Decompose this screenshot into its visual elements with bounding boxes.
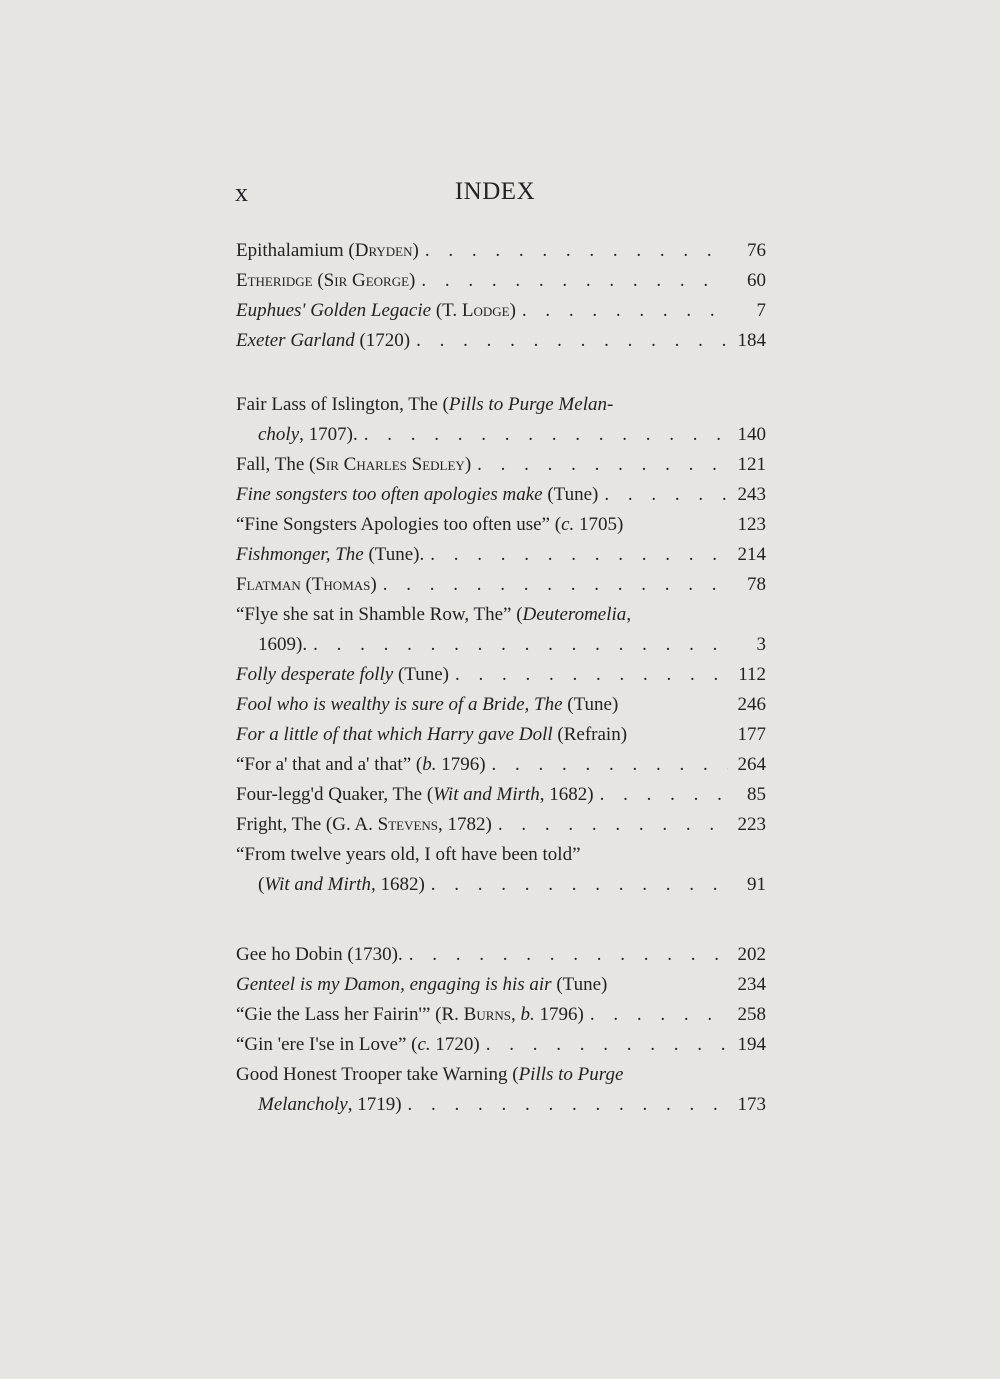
page-title: INDEX [454,178,536,205]
page-number: 76 [747,240,766,261]
dot-leader [419,236,728,266]
index-section-e [236,236,766,356]
page-number: 140 [737,424,766,445]
page-number: 223 [737,814,766,835]
page-header [235,178,755,218]
dot-leader [415,266,728,296]
index-section-f [236,390,766,900]
page-number: 173 [737,1094,766,1115]
page-number: 202 [737,944,766,965]
index-entry [236,780,766,810]
index-entry [236,750,766,780]
page-number: 184 [737,330,766,351]
page-folio: x [235,178,248,207]
index-entry [236,600,766,660]
index-entry [236,660,766,690]
dot-leader [598,480,728,510]
entry-text: “For a' that and a' that” (b. 1796) [236,754,486,775]
index-entry [236,690,766,720]
index-entry-line [236,1030,766,1060]
index-entry [236,570,766,600]
dot-leader [402,1090,728,1120]
index-entry [236,450,766,480]
dot-leader [403,940,728,970]
dot-leader [584,1000,728,1030]
index-entry [236,480,766,510]
dot-leader [492,810,728,840]
entry-text: Fright, The (G. A. Stevens, 1782) [236,814,492,835]
index-entry-line [236,570,766,600]
index-entry-line [236,810,766,840]
index-entry-line [236,1090,766,1120]
entry-text: Melancholy, 1719) [258,1094,402,1115]
page-number: 121 [737,454,766,475]
index-entry-line [236,450,766,480]
index-entry-line [236,236,766,266]
entry-text: “Fine Songsters Apologies too often use” (c. 1705) [236,514,624,535]
entry-text: Folly desperate folly (Tune) [236,664,450,685]
index-entry-line [236,690,766,720]
index-entry [236,940,766,970]
index-entry [236,510,766,540]
entry-text: Fine songsters too often apologies make (Tune) [236,484,599,505]
index-entry [236,1030,766,1060]
index-entry [236,326,766,356]
index-entry-line [236,660,766,690]
index-entry [236,810,766,840]
index-entry [236,266,766,296]
entry-text: “From twelve years old, I oft have been told” [236,844,581,865]
index-entry-line [236,266,766,296]
dot-leader [471,450,728,480]
index-entry-line [236,750,766,780]
index-entry-line [236,720,766,750]
entry-text: Etheridge (Sir George) [236,270,416,291]
index-entry-line [236,970,766,1000]
entry-text: Gee ho Dobin (1730). [236,944,403,965]
index-entry-line [236,600,766,630]
page-number: 60 [747,270,766,291]
dot-leader [358,420,728,450]
page-number: 3 [756,634,766,655]
dot-leader [516,296,728,326]
entry-text: Fishmonger, The (Tune). [236,544,425,565]
dot-leader [480,1030,728,1060]
entry-text: Four-legg'd Quaker, The (Wit and Mirth, 1682) [236,784,594,805]
index-entry [236,1060,766,1120]
index-entry-line [236,390,766,420]
entry-text: Fair Lass of Islington, The (Pills to Purge Melan- [236,394,614,415]
entry-text: Fool who is wealthy is sure of a Bride, The (Tune) [236,694,619,715]
entry-text: For a little of that which Harry gave Doll (Refrain) [236,724,628,745]
dot-leader [425,870,728,900]
index-entry-line [236,840,766,870]
page-number: 264 [737,754,766,775]
page-number: 7 [756,300,766,321]
index-entry [236,296,766,326]
entry-text: Exeter Garland (1720) [236,330,411,351]
index-entry-line [236,420,766,450]
entry-text: Good Honest Trooper take Warning (Pills to Purge [236,1064,624,1085]
dot-leader [377,570,728,600]
index-entry [236,236,766,266]
index-entry-line [236,870,766,900]
entry-text: Fall, The (Sir Charles Sedley) [236,454,472,475]
index-entry-line [236,940,766,970]
index-entry [236,720,766,750]
entry-text: “Flye she sat in Shamble Row, The” (Deuteromelia, [236,604,632,625]
index-entry-line [236,1000,766,1030]
entry-text: Epithalamium (Dryden) [236,240,419,261]
page-number: 234 [737,974,766,995]
page-number: 177 [737,724,766,745]
dot-leader [410,326,728,356]
page-number: 258 [737,1004,766,1025]
index-entry-line [236,480,766,510]
index-entry-line [236,630,766,660]
dot-leader [486,750,728,780]
page-number: 243 [737,484,766,505]
page-number: 91 [747,874,766,895]
entry-text: “Gin 'ere I'se in Love” (c. 1720) [236,1034,480,1055]
index-entry-line [236,780,766,810]
page-number: 123 [737,514,766,535]
dot-leader [307,630,728,660]
index-entry [236,1000,766,1030]
index-entry-line [236,326,766,356]
page-number: 78 [747,574,766,595]
index-entry [236,840,766,900]
index-entry [236,390,766,450]
entry-text: Euphues' Golden Legacie (T. Lodge) [236,300,516,321]
index-entry [236,540,766,570]
dot-leader [449,660,728,690]
page-number: 112 [738,664,766,685]
entry-text: Genteel is my Damon, engaging is his air (Tune) [236,974,608,995]
index-entry-line [236,540,766,570]
entry-text: “Gie the Lass her Fairin'” (R. Burns, b. 1796) [236,1004,584,1025]
page-number: 214 [737,544,766,565]
index-entry-line [236,510,766,540]
index-section-g [236,940,766,1120]
entry-text: 1609). [258,634,308,655]
entry-text: choly, 1707). [258,424,358,445]
dot-leader [594,780,728,810]
page-number: 194 [737,1034,766,1055]
page-number: 246 [737,694,766,715]
index-entry-line [236,1060,766,1090]
entry-text: (Wit and Mirth, 1682) [258,874,425,895]
dot-leader [424,540,728,570]
entry-text: Flatman (Thomas) [236,574,377,595]
index-entry-line [236,296,766,326]
index-entry [236,970,766,1000]
page-number: 85 [747,784,766,805]
